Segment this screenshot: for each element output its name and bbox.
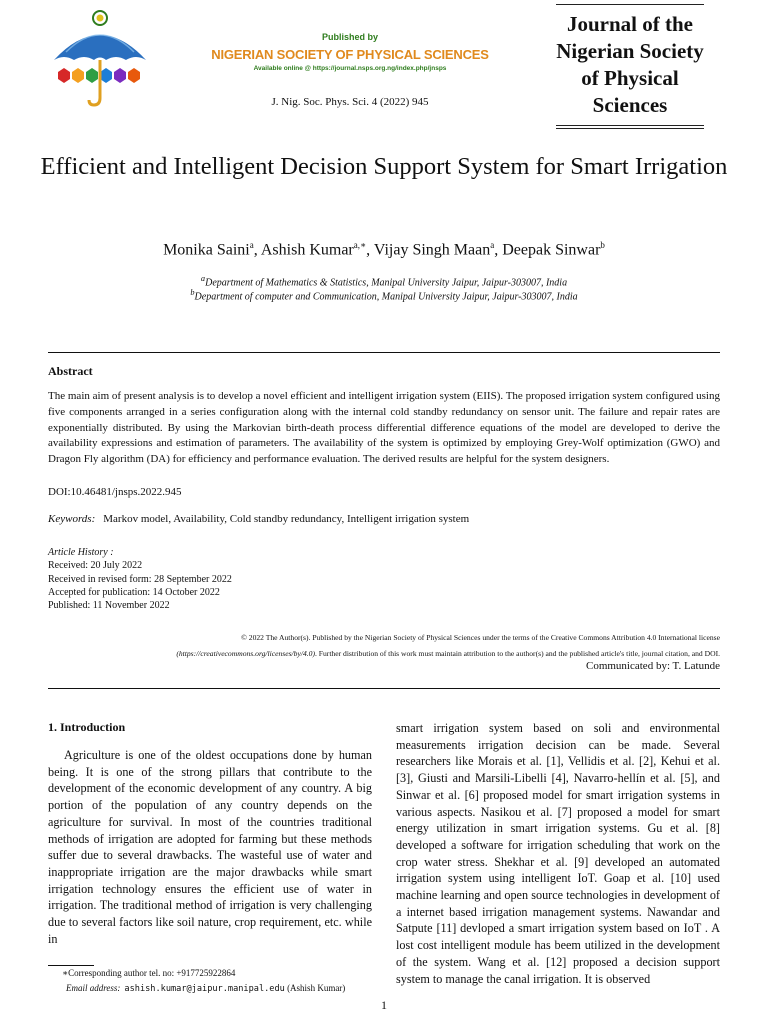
email-owner: (Ashish Kumar) xyxy=(287,983,346,993)
published-by-label: Published by xyxy=(321,32,378,42)
license-line-1: © 2022 The Author(s). Published by the Nigerian Society of Physical Sciences under the terms of the Creative Commons Attribution 4.0 International license xyxy=(241,633,720,642)
doi[interactable]: DOI:10.46481/jnsps.2022.945 xyxy=(48,486,182,498)
affiliation-a xyxy=(40,274,728,288)
email-label: Email address: xyxy=(66,983,121,993)
footnote-email xyxy=(66,981,345,996)
affiliation-b xyxy=(40,288,728,302)
author-affil-mark: a,∗ xyxy=(353,240,367,250)
journal-title-line: Journal of the xyxy=(567,12,693,36)
abstract-heading: Abstract xyxy=(48,364,93,378)
license-line-2 xyxy=(48,646,720,662)
email-address[interactable]: ashish.kumar@jaipur.manipal.edu xyxy=(124,984,285,994)
journal-title-line: of Physical xyxy=(581,66,679,90)
history-revised: Received in revised form: 28 September 2022 xyxy=(48,573,232,585)
nsps-logo xyxy=(44,8,156,110)
author-list: Monika Saini$^a$, Ashish Kumar$^{a,∗}$, Vijay Singh Maan$^a$, Deepak Sinwar$^b$ xyxy=(163,240,605,259)
divider xyxy=(48,688,720,689)
body-text-left-column: Agriculture is one of the oldest occupations done by human being. It is one of the strong pillars that contribute to the development of the economic development of any country. A big portion of the population of any country depends on the agriculture for survival. In most of the countries traditional methods of irrigation are adopted for farming but these methods suffer due to several drawbacks. The wasteful use of water and inappropriate irrigation are the major drawbacks while smart irrigation technology ensures the efficient use of water in irrigation. The traditional method of irrigation is very challenging due to several factors like soil nature, crop requirement, etc. while in xyxy=(48,748,372,946)
journal-title-line: Nigerian Society xyxy=(556,39,704,63)
license-url[interactable]: (https://creativecommons.org/licenses/by/4.0) xyxy=(176,648,315,658)
body-text-right-column: smart irrigation system based on soli and environmental measurements irrigation decision can be made. Several researchers like Morais et al. [1], Vellidis et al. [2], Kehui et al. [3], Giusti and Marsili-Libelli [4], Navarro-hellín et al. [5], and Sinwar et al. [6] proposed model for smart irrigation systems in various aspects. Nasikou et al. [7] proposed a model for smart energy utilization in smart irrigation systems. Gu et al. [8] developed a software for irrigation scheduling that work on the crop water stress. Shekhar et al. [9] developed an automated irrigation system using intelligent IoT. Goap et al. [10] used machine learning and open source technologies in development of a internet based irrigation management systems. Nawandar and Satpute [11] devloped a smart irrigation system based on IoT . A lost cost intelligent module has beem utilized in the development of the system. Wang et al. [12] proposed a decision support system to manage the canal irrigation. It is observed xyxy=(396,721,720,986)
license-line-2-text: . Further distribution of this work must maintain attribution to the author(s) and the published article's title, journal citation, and DOI. xyxy=(314,648,720,658)
page-number: 1 xyxy=(381,998,387,1012)
history-published: Published: 11 November 2022 xyxy=(48,600,170,612)
journal-title-line: Sciences xyxy=(592,93,668,117)
history-accepted: Accepted for publication: 14 October 2022 xyxy=(48,586,220,598)
journal-citation: J. Nig. Soc. Phys. Sci. 4 (2022) 945 xyxy=(271,96,429,108)
affil-text: Department of computer and Communication, Manipal University Jaipur, Jaipur-303007, India xyxy=(194,291,578,303)
history-received: Received: 20 July 2022 xyxy=(48,560,143,572)
affil-mark: b xyxy=(190,288,195,297)
section-heading-introduction: 1. Introduction xyxy=(48,720,126,734)
publisher-name: NIGERIAN SOCIETY OF PHYSICAL SCIENCES xyxy=(211,47,489,62)
keywords-text: Markov model, Availability, Cold standby redundancy, Intelligent irrigation system xyxy=(103,513,470,525)
author-affil-mark: a xyxy=(490,240,495,250)
journal-title-box xyxy=(556,4,704,129)
abstract-text: The main aim of present analysis is to develop a novel efficient and intelligent irrigation system (EIIS). The proposed irrigation system configured using five components arranged in a series configuration along with the internal cold standby redundancy on sensor unit. The failure and repair rates are exponentially distributed. By using the Markovian birth-death process differential difference equations of the model are developed to derive the availability expressions and estimation of parameters. The availability of the system is optimized by employing Grey-Wolf optimization (GWO) and Dragon Fly algorithm (DA) for efficiency and performance evaluation. The derived results are helpful for the system designers. xyxy=(48,390,720,466)
communicated-by: Communicated by: T. Latunde xyxy=(585,660,720,672)
article-title: Efficient and Intelligent Decision Support System for Smart Irrigation xyxy=(40,153,728,180)
author-name: Monika Saini xyxy=(163,241,250,259)
footnote-corresponding: ∗Corresponding author tel. no: +917725922864 xyxy=(62,968,236,978)
keywords-label: Keywords: xyxy=(48,513,96,525)
license-notice xyxy=(48,630,720,661)
keywords xyxy=(48,513,469,525)
publisher-url[interactable]: Available online @ https://journal.nsps.org.ng/index.php/jnsps xyxy=(253,65,447,72)
history-label: Article History : xyxy=(48,547,114,558)
affil-mark: a xyxy=(200,274,206,283)
author-affil-mark: a xyxy=(249,240,254,250)
author-name: Ashish Kumar xyxy=(260,241,354,259)
journal-title xyxy=(556,11,704,119)
affil-text: Department of Mathematics & Statistics, Manipal University Jaipur, Jaipur-303007, India xyxy=(205,277,568,289)
author-affil-mark: b xyxy=(600,240,605,250)
author-name: Deepak Sinwar xyxy=(502,241,601,259)
divider xyxy=(48,352,720,353)
author-name: Vijay Singh Maan xyxy=(373,241,491,259)
article-history xyxy=(48,546,232,612)
